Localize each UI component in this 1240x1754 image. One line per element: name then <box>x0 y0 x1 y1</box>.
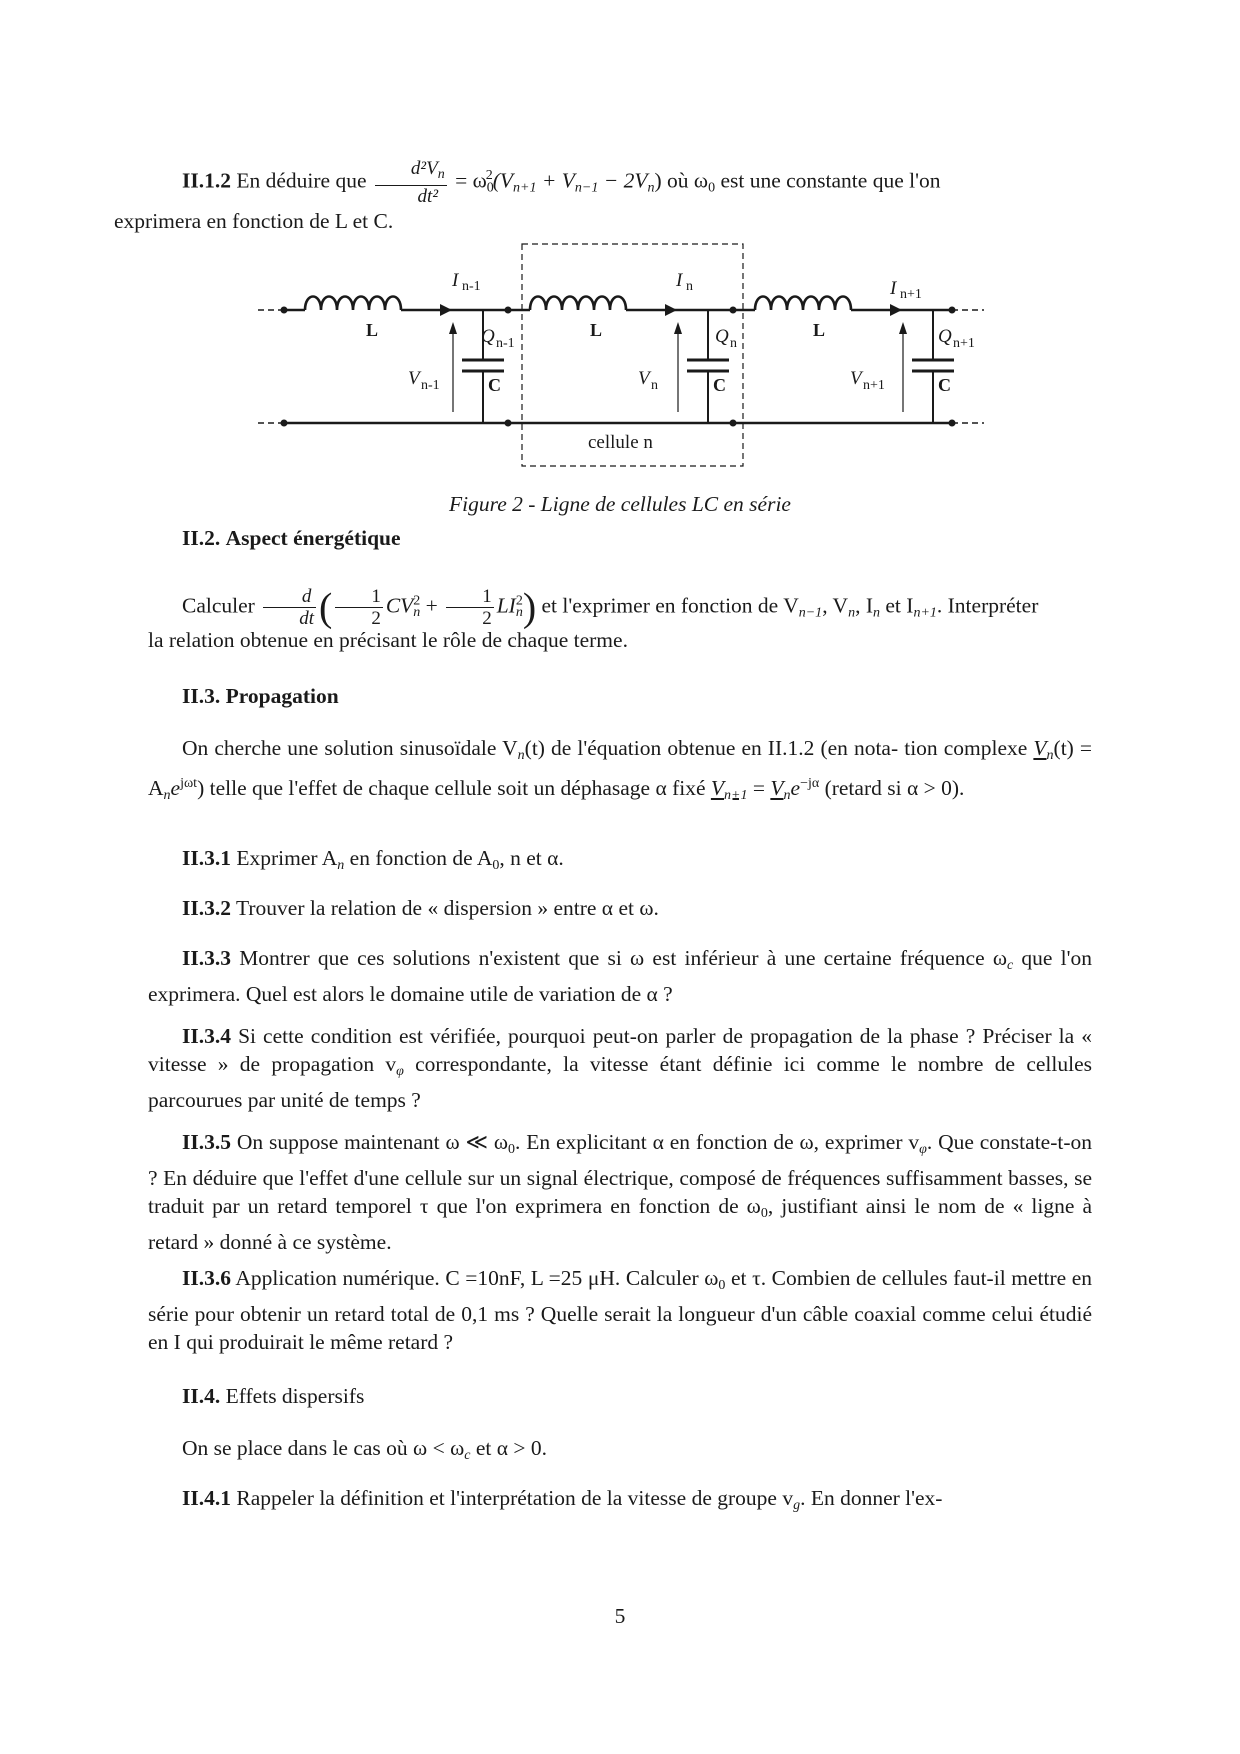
fraction-half <box>335 586 383 629</box>
text: et τ. Combien de cellules faut-il mettre en série pour obtenir un retard total de 0,1 ms ? Quelle serait la longueur d'un câble coaxial comme celui étudié en I qui produirait le même retard ? <box>148 1266 1093 1354</box>
voltage-arrow-icon <box>899 322 907 412</box>
text: (retard si α > 0). <box>819 776 965 800</box>
charge-label-sub: n <box>730 336 737 351</box>
text: , n et α. <box>499 846 564 870</box>
cell-label: cellule n <box>588 432 653 453</box>
current-label: I <box>452 270 459 291</box>
text: tion complexe <box>904 736 1028 760</box>
inductor-1 <box>305 297 401 311</box>
question-number: II.3.4 <box>182 1024 231 1048</box>
text: Rappeler la définition et l'interprétation de la vitesse de groupe v <box>236 1486 794 1510</box>
subscript: n−1 <box>798 605 823 621</box>
subscript: φ <box>396 1064 404 1079</box>
current-label-sub: n+1 <box>900 287 922 302</box>
math: = <box>747 776 771 800</box>
voltage-label-sub: n+1 <box>863 378 885 393</box>
superscript: 2 <box>413 593 421 609</box>
math: = ω <box>455 168 487 193</box>
text: , V <box>822 593 849 618</box>
subscript: n <box>163 788 171 803</box>
text: Si cette condition est vérifiée, pourquoi peut-on parler de propagation de la phase ? Préciser la « vitesse » de propagation v <box>148 1024 1093 1076</box>
text: . En donner l'ex- <box>800 1486 943 1510</box>
subscript: n+1 <box>724 788 748 803</box>
subscript: 0 <box>486 180 494 196</box>
voltage-arrow-icon <box>674 322 682 412</box>
current-arrow-icon <box>665 304 677 316</box>
subscript: n <box>783 788 791 803</box>
energy-paragraph-line2: la relation obtenue en précisant le rôle de chaque terme. <box>148 628 628 652</box>
heading-number: II.3. <box>182 684 221 708</box>
text: , justifiant ainsi le nom de « ligne à retard » donné à ce système. <box>148 1194 1092 1254</box>
text: On se place dans le cas où ω < ω <box>182 1436 465 1460</box>
energy-paragraph: Calculer $\frac{d}{dt}$ ( $\frac{1}{2}$ $CV^2n$ + $\frac{1}{2}$ $LI^2n$) et l'exprimer en fonction de Vn−1, Vn, In et In+1. Interpréter <box>182 584 1039 630</box>
text: . Que constate-t-on ? En déduire que l'effet d'une cellule sur un signal électrique, composé de fréquences suffisamment basses, se traduit par un retard temporel τ que l'on exprimera en fonction de ω <box>148 1130 1092 1218</box>
capacitor-label: C <box>488 375 501 395</box>
subscript: n <box>517 748 525 763</box>
node-dot <box>281 420 288 427</box>
math: LI <box>496 593 516 618</box>
question-number: II.1.2 <box>182 168 231 193</box>
math: ) <box>654 168 662 193</box>
voltage-arrow-icon <box>449 322 457 412</box>
subscript: n <box>515 605 523 621</box>
text: et α > 0. <box>470 1436 547 1460</box>
node-dot <box>949 307 956 314</box>
text: Application numérique. C =10nF, L =25 μH. Calculer ω <box>235 1266 719 1290</box>
voltage-label: V <box>850 368 862 389</box>
charge-label: Q <box>938 326 952 347</box>
heading-title: Aspect énergétique <box>225 526 401 550</box>
capacitor-label: C <box>713 375 726 395</box>
question-number: II.3.5 <box>182 1130 231 1154</box>
math: V <box>1033 736 1047 760</box>
math: − 2V <box>598 168 648 193</box>
math: CV <box>385 593 414 618</box>
node-dot <box>505 420 512 427</box>
subscript: n <box>413 605 421 621</box>
current-label-sub: n-1 <box>462 279 481 294</box>
text: que l'on exprimera. Quel est alors le domaine utile de variation de α ? <box>148 946 1093 1006</box>
text: et I <box>880 593 914 618</box>
text: , I <box>855 593 873 618</box>
subscript: 0 <box>718 1278 726 1293</box>
question-II-3-4 <box>148 1022 1092 1114</box>
fraction-denominator: dt <box>299 608 314 629</box>
question-II-4-1 <box>148 1484 1092 1520</box>
subscript: n−1 <box>574 180 599 196</box>
voltage-label-sub: n-1 <box>421 378 440 393</box>
inductor-label: L <box>366 320 379 340</box>
math: V <box>710 776 725 800</box>
math: V <box>770 776 784 800</box>
propagation-paragraph <box>148 734 1092 810</box>
current-arrow-icon <box>890 304 902 316</box>
current-label: I <box>890 278 897 299</box>
superscript: 2 <box>515 593 523 609</box>
inductor-2 <box>530 297 626 311</box>
question-number: II.3.3 <box>182 946 231 970</box>
math: + <box>425 593 438 618</box>
text: Trouver la relation de « dispersion » entre α et ω. <box>235 896 659 920</box>
page-number: 5 <box>614 1604 626 1628</box>
heading-number: II.2. <box>182 526 221 550</box>
text: exprimera en fonction de L et C. <box>114 209 394 233</box>
inductor-label: L <box>590 320 603 340</box>
inductor-3 <box>755 297 851 311</box>
subscript: 0 <box>760 1206 768 1221</box>
current-label-sub: n <box>686 279 693 294</box>
dispersive-paragraph <box>148 1434 1092 1470</box>
text: et l'exprimer en fonction de V <box>541 593 799 618</box>
subscript: n+1 <box>513 180 537 196</box>
text: est une constante que l'on <box>720 168 941 193</box>
text: (t) de l'équation obtenue en II.1.2 (en nota- <box>524 736 899 760</box>
question-II-3-5 <box>148 1128 1092 1256</box>
question-number: II.3.1 <box>182 846 231 870</box>
subscript: 0 <box>508 1142 516 1157</box>
figure-caption: Figure 2 - Ligne de cellules LC en série <box>449 492 791 516</box>
text: . En explicitant α en fonction de ω, exprimer v <box>515 1130 920 1154</box>
charge-label-sub: n+1 <box>953 336 975 351</box>
superscript: −jα <box>800 776 820 791</box>
subscript: g <box>793 1498 801 1513</box>
question-II-3-2 <box>148 894 1092 922</box>
charge-label: Q <box>481 326 495 347</box>
subscript: c <box>1007 958 1014 973</box>
node-dot <box>730 307 737 314</box>
fraction-half <box>446 586 494 629</box>
text: où ω <box>667 168 709 193</box>
fraction-denominator: 2 <box>371 608 381 629</box>
subscript: 0 <box>708 180 716 196</box>
text: correspondante, la vitesse étant définie ici comme le nombre de cellules parcourues par unité de temps ? <box>148 1052 1092 1112</box>
voltage-label-sub: n <box>651 378 658 393</box>
subscript: n <box>1046 748 1054 763</box>
text: On suppose maintenant ω ≪ ω <box>236 1130 509 1154</box>
text: . Interpréter <box>936 593 1039 618</box>
inductor-label: L <box>813 320 826 340</box>
voltage-label: V <box>638 368 650 389</box>
question-II-3-1 <box>148 844 1092 880</box>
heading-title: Propagation <box>225 684 339 708</box>
math: e <box>170 776 181 800</box>
subscript: n <box>873 605 880 621</box>
fraction-denominator: 2 <box>482 608 492 629</box>
question-II-3-3 <box>148 944 1092 1008</box>
current-label: I <box>676 270 683 291</box>
question-number: II.4.1 <box>182 1486 231 1510</box>
text: Exprimer A <box>236 846 338 870</box>
text: En déduire que <box>236 168 367 193</box>
fraction-numerator: d²V <box>410 158 438 179</box>
section-heading-II-3 <box>182 682 339 710</box>
question-II-3-6 <box>148 1264 1092 1356</box>
voltage-label: V <box>408 368 420 389</box>
heading-title: Effets dispersifs <box>225 1384 365 1408</box>
subscript: n+1 <box>913 605 937 621</box>
capacitor-label: C <box>938 375 951 395</box>
math: (t) = A <box>148 736 1093 800</box>
subscript: 0 <box>492 858 500 873</box>
text: ) telle que l'effet de chaque cellule soit un déphasage α fixé <box>197 776 706 800</box>
math: (V <box>492 168 514 193</box>
text: On cherche une solution sinusoïdale V <box>182 736 518 760</box>
question-number: II.3.2 <box>182 896 231 920</box>
text: en fonction de A <box>344 846 493 870</box>
math: e <box>790 776 801 800</box>
subscript: n <box>437 167 445 182</box>
current-arrow-icon <box>440 304 452 316</box>
derivative-operator <box>263 586 316 629</box>
fraction-numerator: d <box>301 586 312 607</box>
node-dot <box>505 307 512 314</box>
charge-label-sub: n-1 <box>496 336 515 351</box>
math: + V <box>536 168 575 193</box>
section-heading-II-4 <box>182 1382 364 1410</box>
text: Montrer que ces solutions n'existent que si ω est inférieur à une certaine fréquence ω <box>239 946 1007 970</box>
superscript: 2 <box>485 168 493 184</box>
node-dot <box>281 307 288 314</box>
subscript: n <box>647 180 655 196</box>
heading-number: II.4. <box>182 1384 221 1408</box>
subscript: n <box>337 858 345 873</box>
superscript: jωt <box>180 776 198 791</box>
question-number: II.3.6 <box>182 1266 231 1290</box>
fraction-numerator: 1 <box>446 586 494 608</box>
subscript: φ <box>919 1142 927 1157</box>
subscript: c <box>464 1448 471 1463</box>
subscript: n <box>848 605 856 621</box>
node-dot <box>949 420 956 427</box>
node-dot <box>730 420 737 427</box>
charge-label: Q <box>715 326 729 347</box>
text: Calculer <box>182 593 255 618</box>
fraction-numerator: 1 <box>335 586 383 608</box>
fraction-denominator: dt² <box>417 186 439 207</box>
section-heading-II-2 <box>182 524 401 552</box>
